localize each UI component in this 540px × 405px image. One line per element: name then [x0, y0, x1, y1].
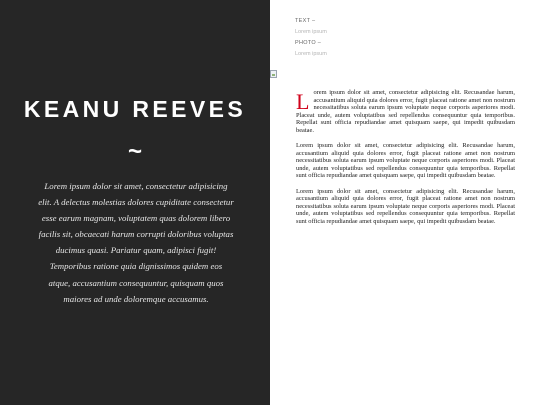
hero-title: KEANU REEVES	[23, 96, 247, 122]
text-credit-label: TEXT –	[295, 18, 316, 24]
article-paragraph	[296, 89, 515, 135]
paragraph-text: orem ipsum dolor sit amet, consectetur adipisicing elit. Recusandae harum, accusantium aliquid quia dolores error, fugit placeat ratione amet non nostrum necessitatibus soluta earum ipsum voluptate neque corporis asperiores modi. Placeat unde, autem voluptatibus sed repellendus consequuntur quia temporibus. Repellat sunt officia repudiandae amet quisquam saepe, qui impedit quibusdam beatae.	[296, 89, 515, 134]
article-paragraph: Lorem ipsum dolor sit amet, consectetur adipisicing elit. Recusandae harum, accusantium aliquid quia dolores error, fugit placeat ratione amet non nostrum necessitatibus soluta earum ipsum voluptate neque corporis asperiores modi. Placeat unde, autem voluptatibus sed repellendus consequuntur quia temporibus. Repellat sunt officia repudiandae amet quisquam saepe, qui impedit quibusdam beatae.	[296, 187, 515, 225]
article-paragraph: Lorem ipsum dolor sit amet, consectetur adipisicing elit. Recusandae harum, accusantium aliquid quia dolores error, fugit placeat ratione amet non nostrum necessitatibus soluta earum ipsum voluptate neque corporis asperiores modi. Placeat unde, autem voluptatibus sed repellendus consequuntur quia temporibus. Repellat sunt officia repudiandae amet quisquam saepe, qui impedit quibusdam beatae.	[296, 142, 515, 180]
hero-ornament: ~	[127, 138, 142, 165]
article-body	[296, 89, 515, 233]
photo-credit-label: PHOTO –	[295, 40, 322, 46]
credits	[295, 16, 327, 60]
hero-quote: Lorem ipsum dolor sit amet, consectetur adipisicing elit. A delectus molestias dolores cupiditate consectetur esse earum magnam, voluptatem quas dolorem libero facilis sit, obcaecati harum corrupti doloribus voluptas ducimus quasi. Pariatur quam, adipisci fugit! Temporibus ratione quia dignissimos quidem eos atque, accusantium consequuntur, quisquam quos maiores ad unde doloremque accusamus.	[38, 181, 234, 304]
content-panel	[270, 0, 540, 405]
text-credit-value: Lorem ipsum	[295, 29, 327, 35]
broken-image-icon	[270, 70, 277, 78]
dropcap: L	[296, 89, 310, 114]
photo-credit-value: Lorem ipsum	[295, 51, 327, 57]
